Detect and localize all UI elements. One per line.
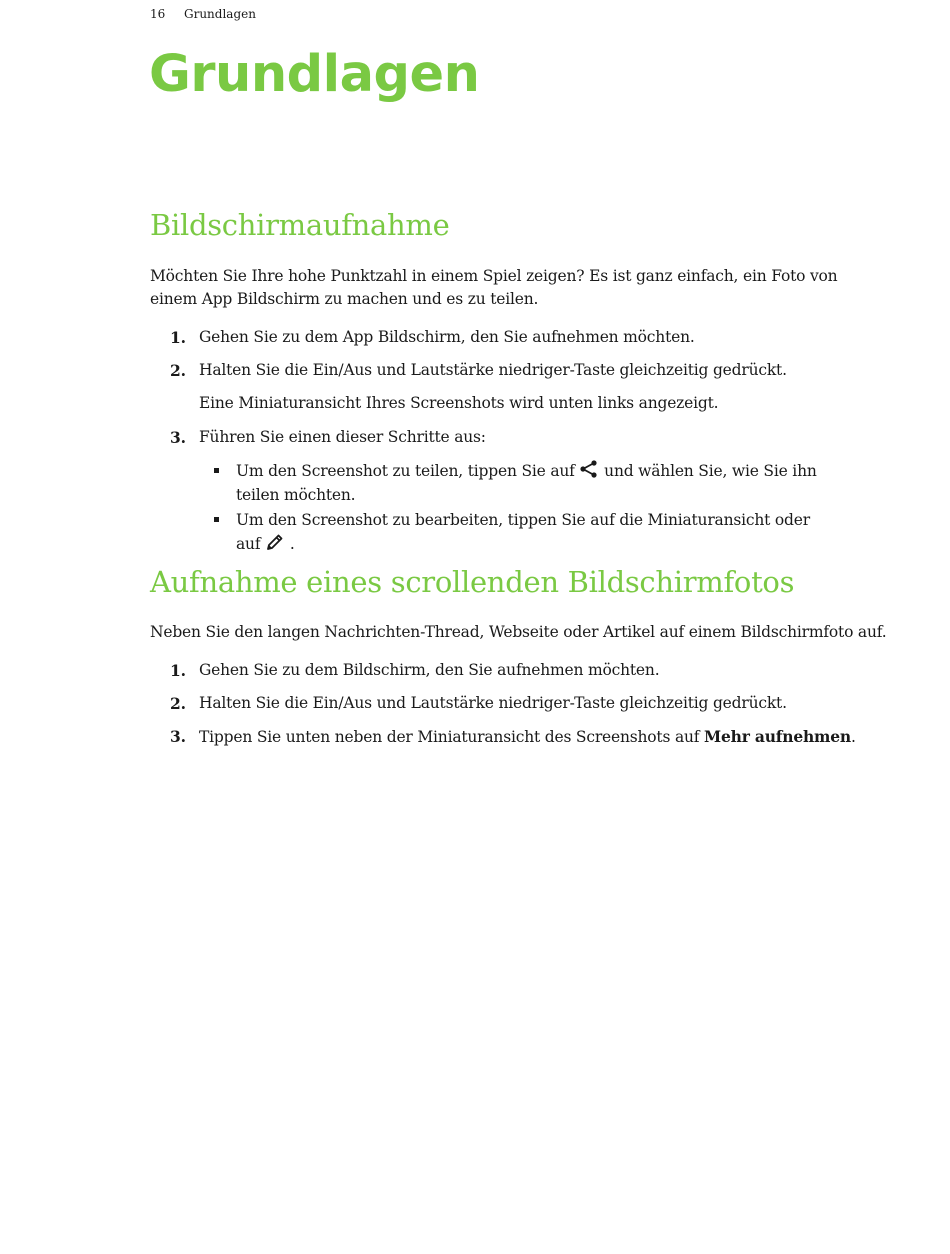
step-text: Gehen Sie zu dem App Bildschirm, den Sie aufnehmen möchten. [199,328,695,346]
step-number: 1. [170,328,186,347]
page-number: 16 [150,7,166,21]
running-header [150,7,256,21]
chapter-title: Grundlagen [149,45,480,104]
bullet-text [236,459,836,507]
step-text: Halten Sie die Ein/Aus und Lautstärke niedriger-Taste gleichzeitig gedrückt. [199,361,787,379]
step-text: Gehen Sie zu dem Bildschirm, den Sie aufnehmen möchten. [199,661,660,679]
step-text-after: . [851,728,856,746]
section-title-scrollend: Aufnahme eines scrollenden Bildschirmfotos [150,565,795,599]
step-number: 3. [170,727,186,746]
pencil-icon [265,532,285,552]
bullet-text-after: . [285,535,295,553]
running-header-section: Grundlagen [184,7,256,21]
bullet-text [236,508,836,556]
bullet-text-before: Um den Screenshot zu bearbeiten, tippen Sie auf die Miniaturansicht oder auf [236,511,810,553]
section1-intro: Möchten Sie Ihre hohe Punktzahl in einem Spiel zeigen? Es ist ganz einfach, ein Foto von einem App Bildschirm zu machen und es zu teilen. [150,267,838,308]
step-text: Führen Sie einen dieser Schritte aus: [199,428,486,446]
bullet-text-after: und wählen Sie, wie Sie ihn teilen möchten. [236,462,817,504]
step-number: 3. [170,428,186,447]
step-text-before: Tippen Sie unten neben der Miniaturansicht des Screenshots auf [199,728,705,746]
step-number: 2. [170,361,186,380]
section2-intro: Neben Sie den langen Nachrichten-Thread, Webseite oder Artikel auf einem Bildschirmfoto auf. [150,623,887,641]
section-title-bildschirmaufnahme: Bildschirmaufnahme [150,208,450,242]
mehr-aufnehmen-label: Mehr aufnehmen [704,727,851,746]
share-icon [579,459,599,479]
bullet-mark [214,468,219,473]
bullet-text-before: Um den Screenshot zu teilen, tippen Sie auf [236,462,580,480]
step-note: Eine Miniaturansicht Ihres Screenshots wird unten links angezeigt. [199,394,719,412]
bullet-mark [214,517,219,522]
step-number: 2. [170,694,186,713]
step-text [199,725,856,749]
step-text: Halten Sie die Ein/Aus und Lautstärke niedriger-Taste gleichzeitig gedrückt. [199,694,787,712]
step-number: 1. [170,661,186,680]
